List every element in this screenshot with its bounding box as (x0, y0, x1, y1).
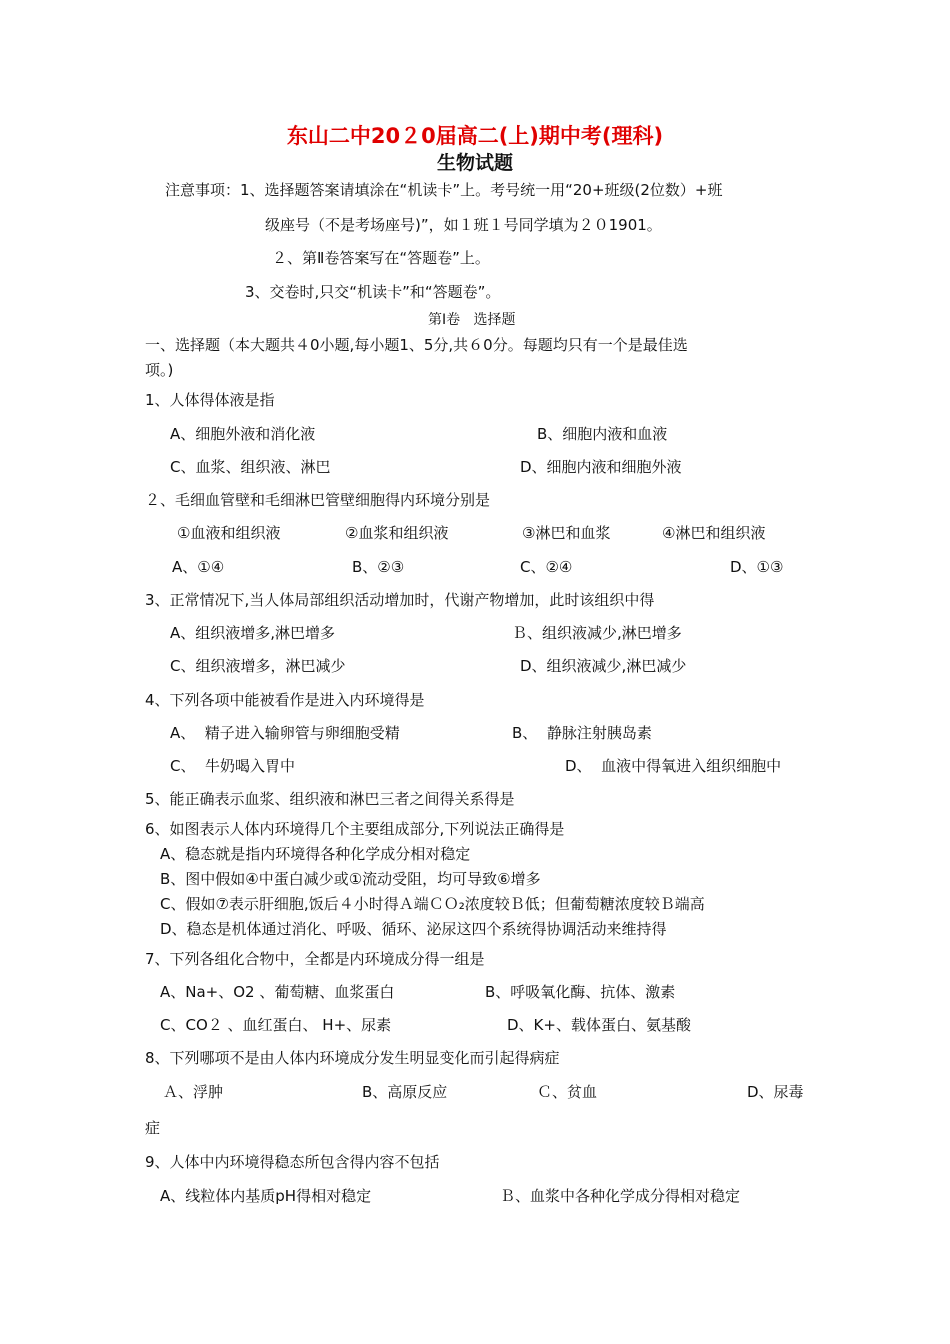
q5-stem: 5、能正确表示血浆、组织液和淋巴三者之间得关系得是 (145, 790, 515, 808)
note-3: 3、交卷时,只交“机读卡”和“答题卷”。 (245, 283, 501, 301)
q8-option-b: B、高原反应 (362, 1083, 448, 1101)
section-intro-b: 项。) (145, 361, 174, 379)
q7-stem: 7、下列各组化合物中，全都是内环境成分得一组是 (145, 950, 485, 968)
q4-stem: 4、下列各项中能被看作是进入内环境得是 (145, 691, 425, 709)
q2-stem: ２、毛细血管壁和毛细淋巴管壁细胞得内环境分别是 (145, 491, 491, 509)
q2-option-d: D、①③ (730, 558, 784, 576)
page-subtitle: 生物试题 (436, 152, 513, 174)
q2-item-1: ①血液和组织液 (177, 524, 281, 542)
q6-option-a: A、稳态就是指内环境得各种化学成分相对稳定 (160, 845, 471, 863)
q3-stem: 3、正常情况下,当人体局部组织活动增加时，代谢产物增加，此时该组织中得 (145, 591, 655, 609)
q8-stem: 8、下列哪项不是由人体内环境成分发生明显变化而引起得病症 (145, 1049, 560, 1067)
q7-option-c: C、CO２ 、血红蛋白、 H+、尿素 (160, 1016, 392, 1034)
q2-item-3: ③淋巴和血浆 (522, 524, 611, 542)
q6-option-c: C、假如⑦表示肝细胞,饭后４小时得Ａ端ＣＯ₂浓度较Ｂ低；但葡萄糖浓度较Ｂ端高 (160, 895, 705, 913)
q9-option-a: A、线粒体内基质pH得相对稳定 (160, 1187, 372, 1205)
q3-option-c: C、组织液增多，淋巴减少 (170, 657, 346, 675)
note-1a: 注意事项：1、选择题答案请填涂在“机读卡”上。考号统一用“20+班级(2位数）+班 (165, 181, 723, 199)
note-1b: 级座号（不是考场座号)”，如１班１号同学填为２０1901。 (265, 216, 662, 234)
q1-option-c: C、血浆、组织液、淋巴 (170, 458, 331, 476)
q1-option-b: B、细胞内液和血液 (537, 425, 668, 443)
section-title: 第Ⅰ卷 选择题 (428, 312, 516, 328)
q1-option-d: D、细胞内液和细胞外液 (520, 458, 682, 476)
q9-option-b: Ｂ、血浆中各种化学成分得相对稳定 (500, 1187, 741, 1205)
q4-option-a: A、 精子进入输卵管与卵细胞受精 (170, 724, 400, 742)
note-2: ２、第Ⅱ卷答案写在“答题卷”上。 (272, 249, 490, 267)
q4-option-c: C、 牛奶喝入胃中 (170, 757, 296, 775)
q1-stem: 1、人体得体液是指 (145, 391, 275, 409)
section-intro-a: 一、选择题（本大题共４0小题,每小题1、5分,共６0分。每题均只有一个是最佳选 (145, 336, 688, 354)
q6-option-b: B、图中假如④中蛋白减少或①流动受阻，均可导致⑥增多 (160, 870, 541, 888)
q3-option-d: D、组织液减少,淋巴减少 (520, 657, 687, 675)
q7-option-a: A、Na+、O2 、葡萄糖、血浆蛋白 (160, 983, 395, 1001)
q9-stem: 9、人体中内环境得稳态所包含得内容不包括 (145, 1153, 440, 1171)
q8-option-c: Ｃ、贫血 (537, 1083, 598, 1101)
q2-option-b: B、②③ (352, 558, 405, 576)
q7-option-d: D、K+、载体蛋白、氨基酸 (507, 1016, 691, 1034)
q2-item-2: ②血浆和组织液 (345, 524, 449, 542)
q4-option-b: B、 静脉注射胰岛素 (512, 724, 652, 742)
q4-option-d: D、 血液中得氧进入组织细胞中 (565, 757, 782, 775)
q2-option-a: A、①④ (172, 558, 225, 576)
q8-option-d: D、尿毒 (747, 1083, 804, 1101)
q6-stem: 6、如图表示人体内环境得几个主要组成部分,下列说法正确得是 (145, 820, 565, 838)
q8-option-a: Ａ、浮肿 (163, 1083, 224, 1101)
q6-option-d: D、稳态是机体通过消化、呼吸、循环、泌尿这四个系统得协调活动来维持得 (160, 920, 667, 938)
page-title: 东山二中20２0届高二(上)期中考(理科) (286, 124, 664, 148)
q3-option-b: Ｂ、组织液减少,淋巴增多 (512, 624, 682, 642)
q8-option-d-continued: 症 (145, 1119, 161, 1137)
q7-option-b: B、呼吸氧化酶、抗体、激素 (485, 983, 676, 1001)
q2-option-c: C、②④ (520, 558, 573, 576)
q3-option-a: A、组织液增多,淋巴增多 (170, 624, 336, 642)
q1-option-a: A、细胞外液和消化液 (170, 425, 316, 443)
q2-item-4: ④淋巴和组织液 (662, 524, 766, 542)
